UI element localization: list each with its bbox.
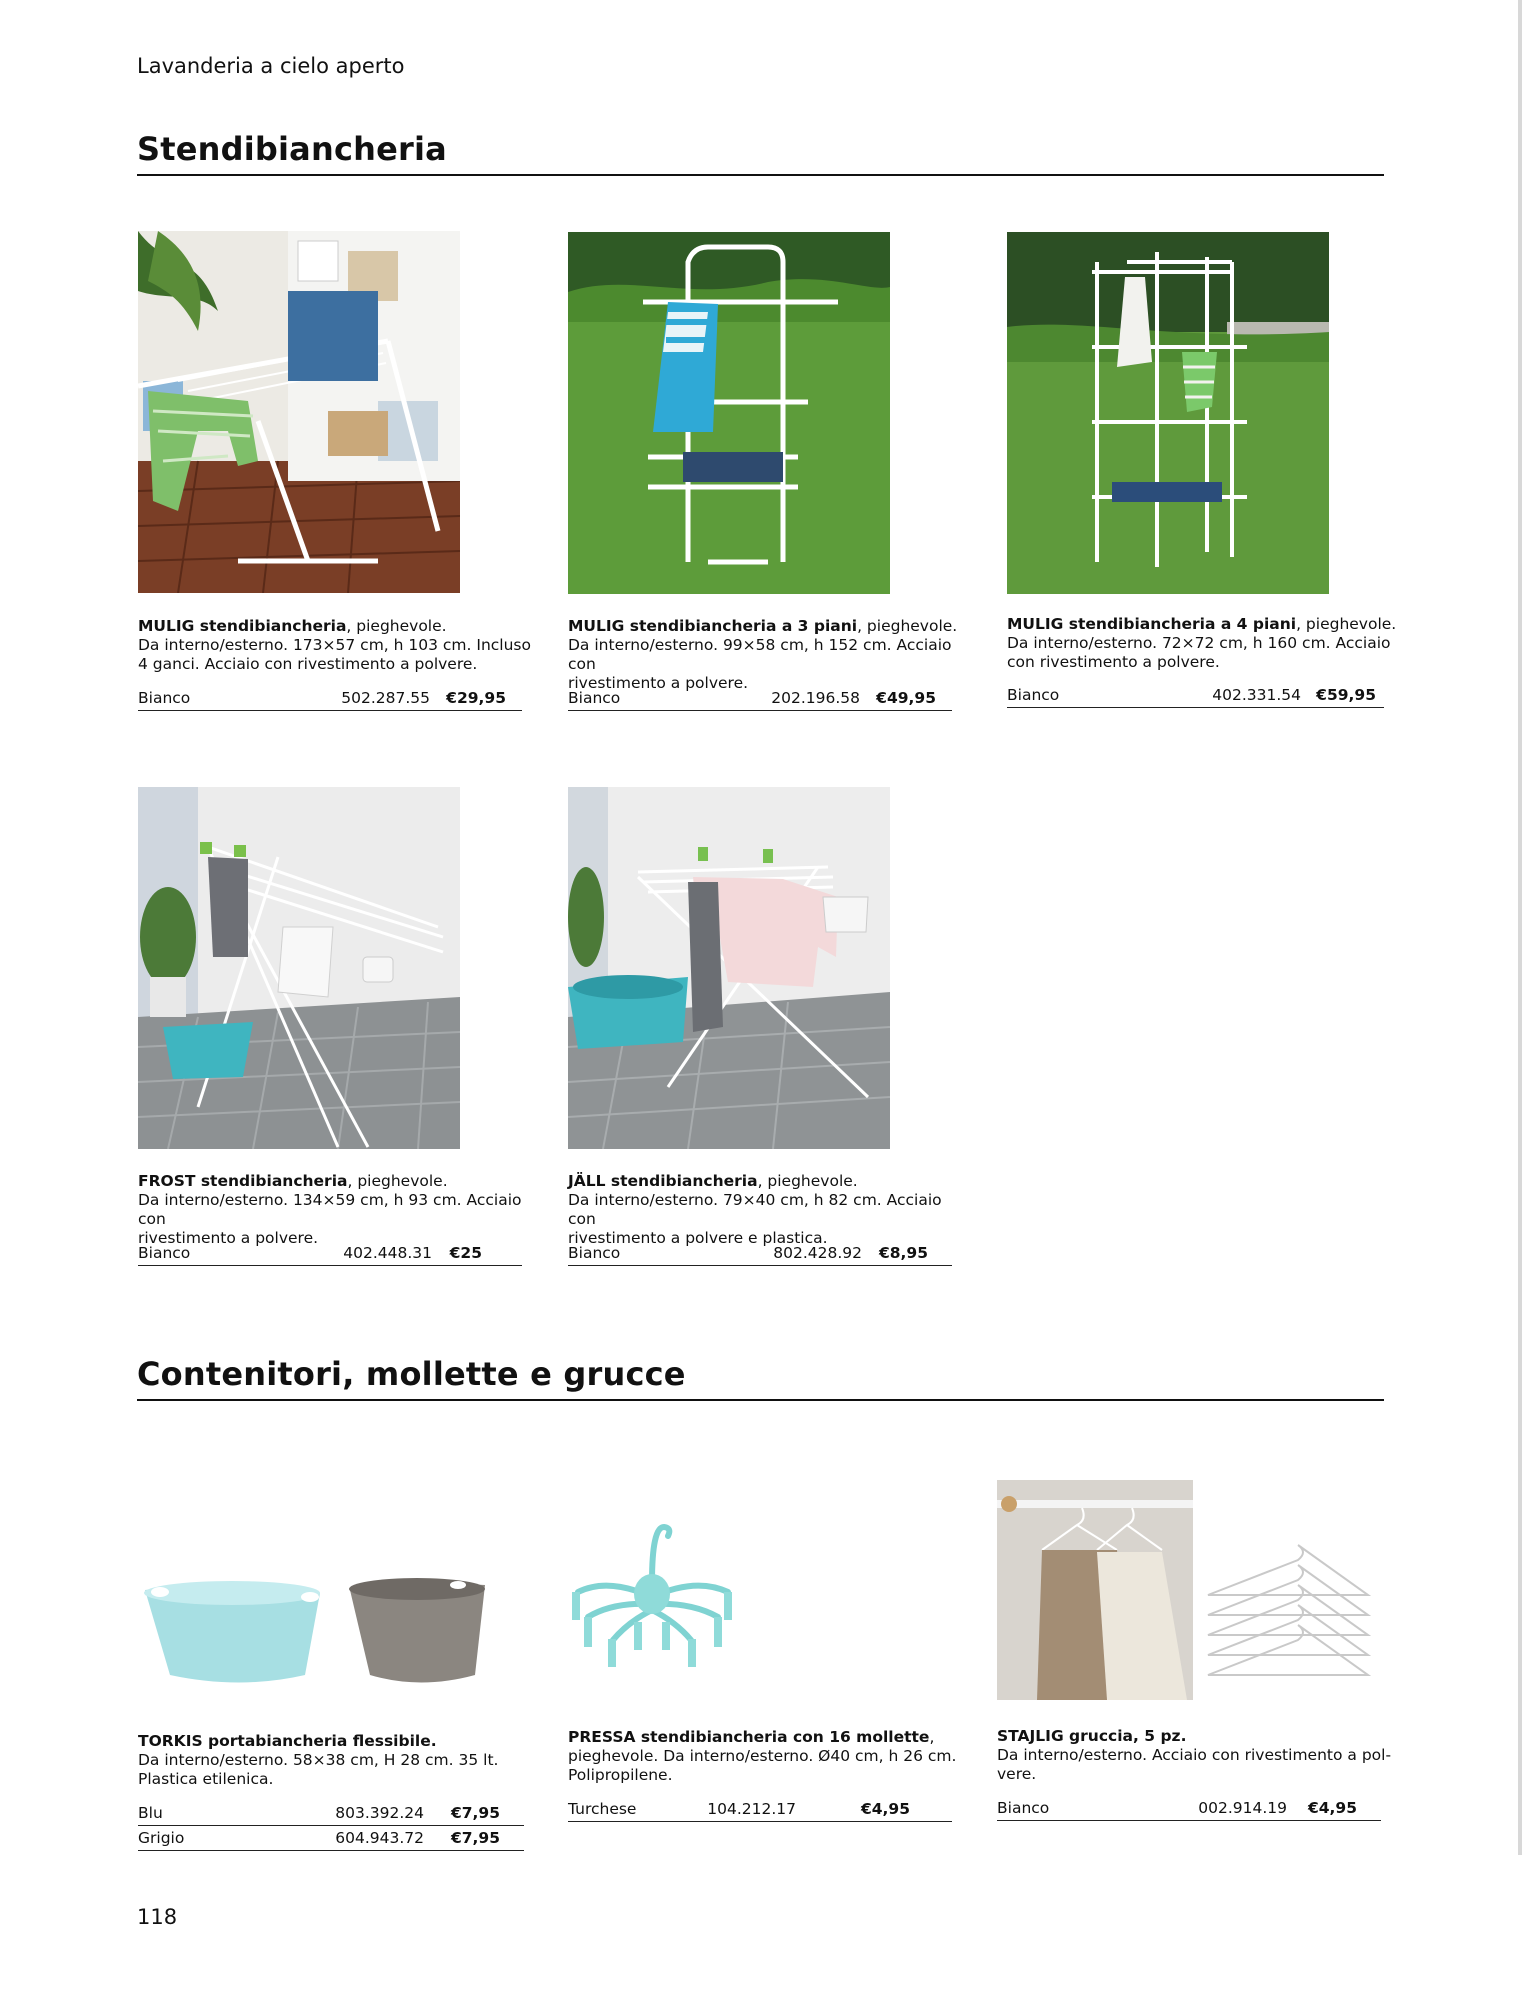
- product-name: TORKIS portabiancheria flessibile.: [138, 1732, 437, 1750]
- variant-color: Grigio: [138, 1829, 185, 1847]
- product-detail-line: Da interno/esterno. 79×40 cm, h 82 cm. Acciaio con: [568, 1191, 942, 1228]
- price: €25: [449, 1244, 482, 1262]
- article-number: 202.196.58: [771, 689, 860, 707]
- variant-row: [138, 1826, 524, 1851]
- article-number: 104.212.17: [707, 1800, 796, 1818]
- article-number: 402.448.31: [343, 1244, 432, 1262]
- product-photo-stajlig-hangers: [1198, 1540, 1374, 1700]
- product-name: JÄLL stendibiancheria: [568, 1172, 758, 1190]
- price: €59,95: [1316, 686, 1376, 704]
- product-detail-line: rivestimento a polvere.: [568, 674, 749, 692]
- variant-row: [1007, 683, 1384, 708]
- price: €4,95: [1307, 1799, 1357, 1817]
- variant-color: Bianco: [568, 689, 621, 707]
- product-photo-pressa: [568, 1522, 736, 1672]
- price: €8,95: [878, 1244, 928, 1262]
- product-detail-line: con rivestimento a polvere.: [1007, 653, 1220, 671]
- price: €4,95: [860, 1800, 910, 1818]
- product-photo-mulig: [138, 231, 460, 593]
- variant-row: [568, 1797, 952, 1822]
- product-desc: MULIG stendibiancheria a 4 piani, pieghevole. Da interno/esterno. 72×72 cm, h 160 cm. Acciaio con rivestimento a polvere.: [1007, 615, 1407, 672]
- variant-row: [138, 1241, 522, 1266]
- variant-color: Blu: [138, 1804, 163, 1822]
- page-edge: [1518, 0, 1522, 1855]
- product-detail-line: rivestimento a polvere.: [138, 1229, 319, 1247]
- variant-color: Bianco: [997, 1799, 1050, 1817]
- article-number: 402.331.54: [1212, 686, 1301, 704]
- page-number: 118: [137, 1905, 178, 1929]
- variant-color: Bianco: [568, 1244, 621, 1262]
- article-number: 502.287.55: [341, 689, 430, 707]
- variant-row: [138, 686, 522, 711]
- variant-row: [138, 1801, 524, 1826]
- price: €7,95: [450, 1829, 500, 1847]
- product-detail-line: Polipropilene.: [568, 1766, 673, 1784]
- product-photo-torkis: [140, 1575, 490, 1695]
- product-name: STAJLIG gruccia, 5 pz.: [997, 1727, 1187, 1745]
- product-name: MULIG stendibiancheria: [138, 617, 347, 635]
- product-desc: MULIG stendibiancheria, pieghevole. Da interno/esterno. 173×57 cm, h 103 cm. Incluso 4 ganci. Acciaio con rivestimento a polvere.: [138, 617, 538, 674]
- product-desc: JÄLL stendibiancheria, pieghevole. Da interno/esterno. 79×40 cm, h 82 cm. Acciaio con rivestimento a polvere e plastica.: [568, 1172, 968, 1248]
- product-detail-line: Da interno/esterno. 72×72 cm, h 160 cm. Acciaio: [1007, 634, 1391, 652]
- page-header: Lavanderia a cielo aperto: [137, 54, 405, 78]
- section-rule: [137, 174, 1384, 176]
- product-desc: [997, 1727, 1397, 1784]
- section-rule: [137, 1399, 1384, 1401]
- variant-color: Bianco: [138, 1244, 191, 1262]
- product-detail-line: Da interno/esterno. 173×57 cm, h 103 cm. Incluso: [138, 636, 531, 654]
- product-name: MULIG stendibiancheria a 3 piani: [568, 617, 858, 635]
- product-detail-line: Da interno/esterno. Acciaio con rivestimento a pol-: [997, 1746, 1392, 1764]
- article-number: 802.428.92: [773, 1244, 862, 1262]
- product-detail-line: Da interno/esterno. 99×58 cm, h 152 cm. Acciaio con: [568, 636, 952, 673]
- variant-row: [997, 1796, 1381, 1821]
- section-title-drying: Stendibiancheria: [137, 130, 447, 168]
- product-detail-line: Plastica etilenica.: [138, 1770, 274, 1788]
- product-desc: [138, 1732, 538, 1789]
- product-detail-line: vere.: [997, 1765, 1037, 1783]
- product-name: MULIG stendibiancheria a 4 piani: [1007, 615, 1297, 633]
- section-title-storage: Contenitori, mollette e grucce: [137, 1355, 686, 1393]
- product-photo-frost: [138, 787, 460, 1149]
- variant-color: Bianco: [1007, 686, 1060, 704]
- product-desc: FROST stendibiancheria, pieghevole. Da interno/esterno. 134×59 cm, h 93 cm. Acciaio con rivestimento a polvere.: [138, 1172, 538, 1248]
- product-desc: PRESSA stendibiancheria con 16 mollette, pieghevole. Da interno/esterno. Ø40 cm, h 26 cm. Polipropilene.: [568, 1728, 968, 1785]
- variant-color: Turchese: [568, 1800, 637, 1818]
- product-photo-stajlig: [997, 1480, 1193, 1700]
- price: €29,95: [446, 689, 506, 707]
- variant-color: Bianco: [138, 689, 191, 707]
- variant-row: [568, 1241, 952, 1266]
- product-detail-line: Da interno/esterno. 134×59 cm, h 93 cm. Acciaio con: [138, 1191, 522, 1228]
- product-detail-line: pieghevole. Da interno/esterno. Ø40 cm, h 26 cm.: [568, 1747, 957, 1765]
- product-detail-line: 4 ganci. Acciaio con rivestimento a polvere.: [138, 655, 478, 673]
- product-name: FROST stendibiancheria: [138, 1172, 348, 1190]
- product-name: PRESSA stendibiancheria con 16 mollette: [568, 1728, 930, 1746]
- variant-row: [568, 686, 952, 711]
- product-desc: MULIG stendibiancheria a 3 piani, pieghevole. Da interno/esterno. 99×58 cm, h 152 cm. Acciaio con rivestimento a polvere.: [568, 617, 968, 693]
- product-photo-mulig-3: [568, 232, 890, 594]
- price: €7,95: [450, 1804, 500, 1822]
- article-number: 604.943.72: [335, 1829, 424, 1847]
- product-detail-line: Da interno/esterno. 58×38 cm, H 28 cm. 35 lt.: [138, 1751, 499, 1769]
- product-detail-line: rivestimento a polvere e plastica.: [568, 1229, 828, 1247]
- article-number: 803.392.24: [335, 1804, 424, 1822]
- product-photo-mulig-4: [1007, 232, 1329, 594]
- price: €49,95: [876, 689, 936, 707]
- product-photo-jall: [568, 787, 890, 1149]
- article-number: 002.914.19: [1198, 1799, 1287, 1817]
